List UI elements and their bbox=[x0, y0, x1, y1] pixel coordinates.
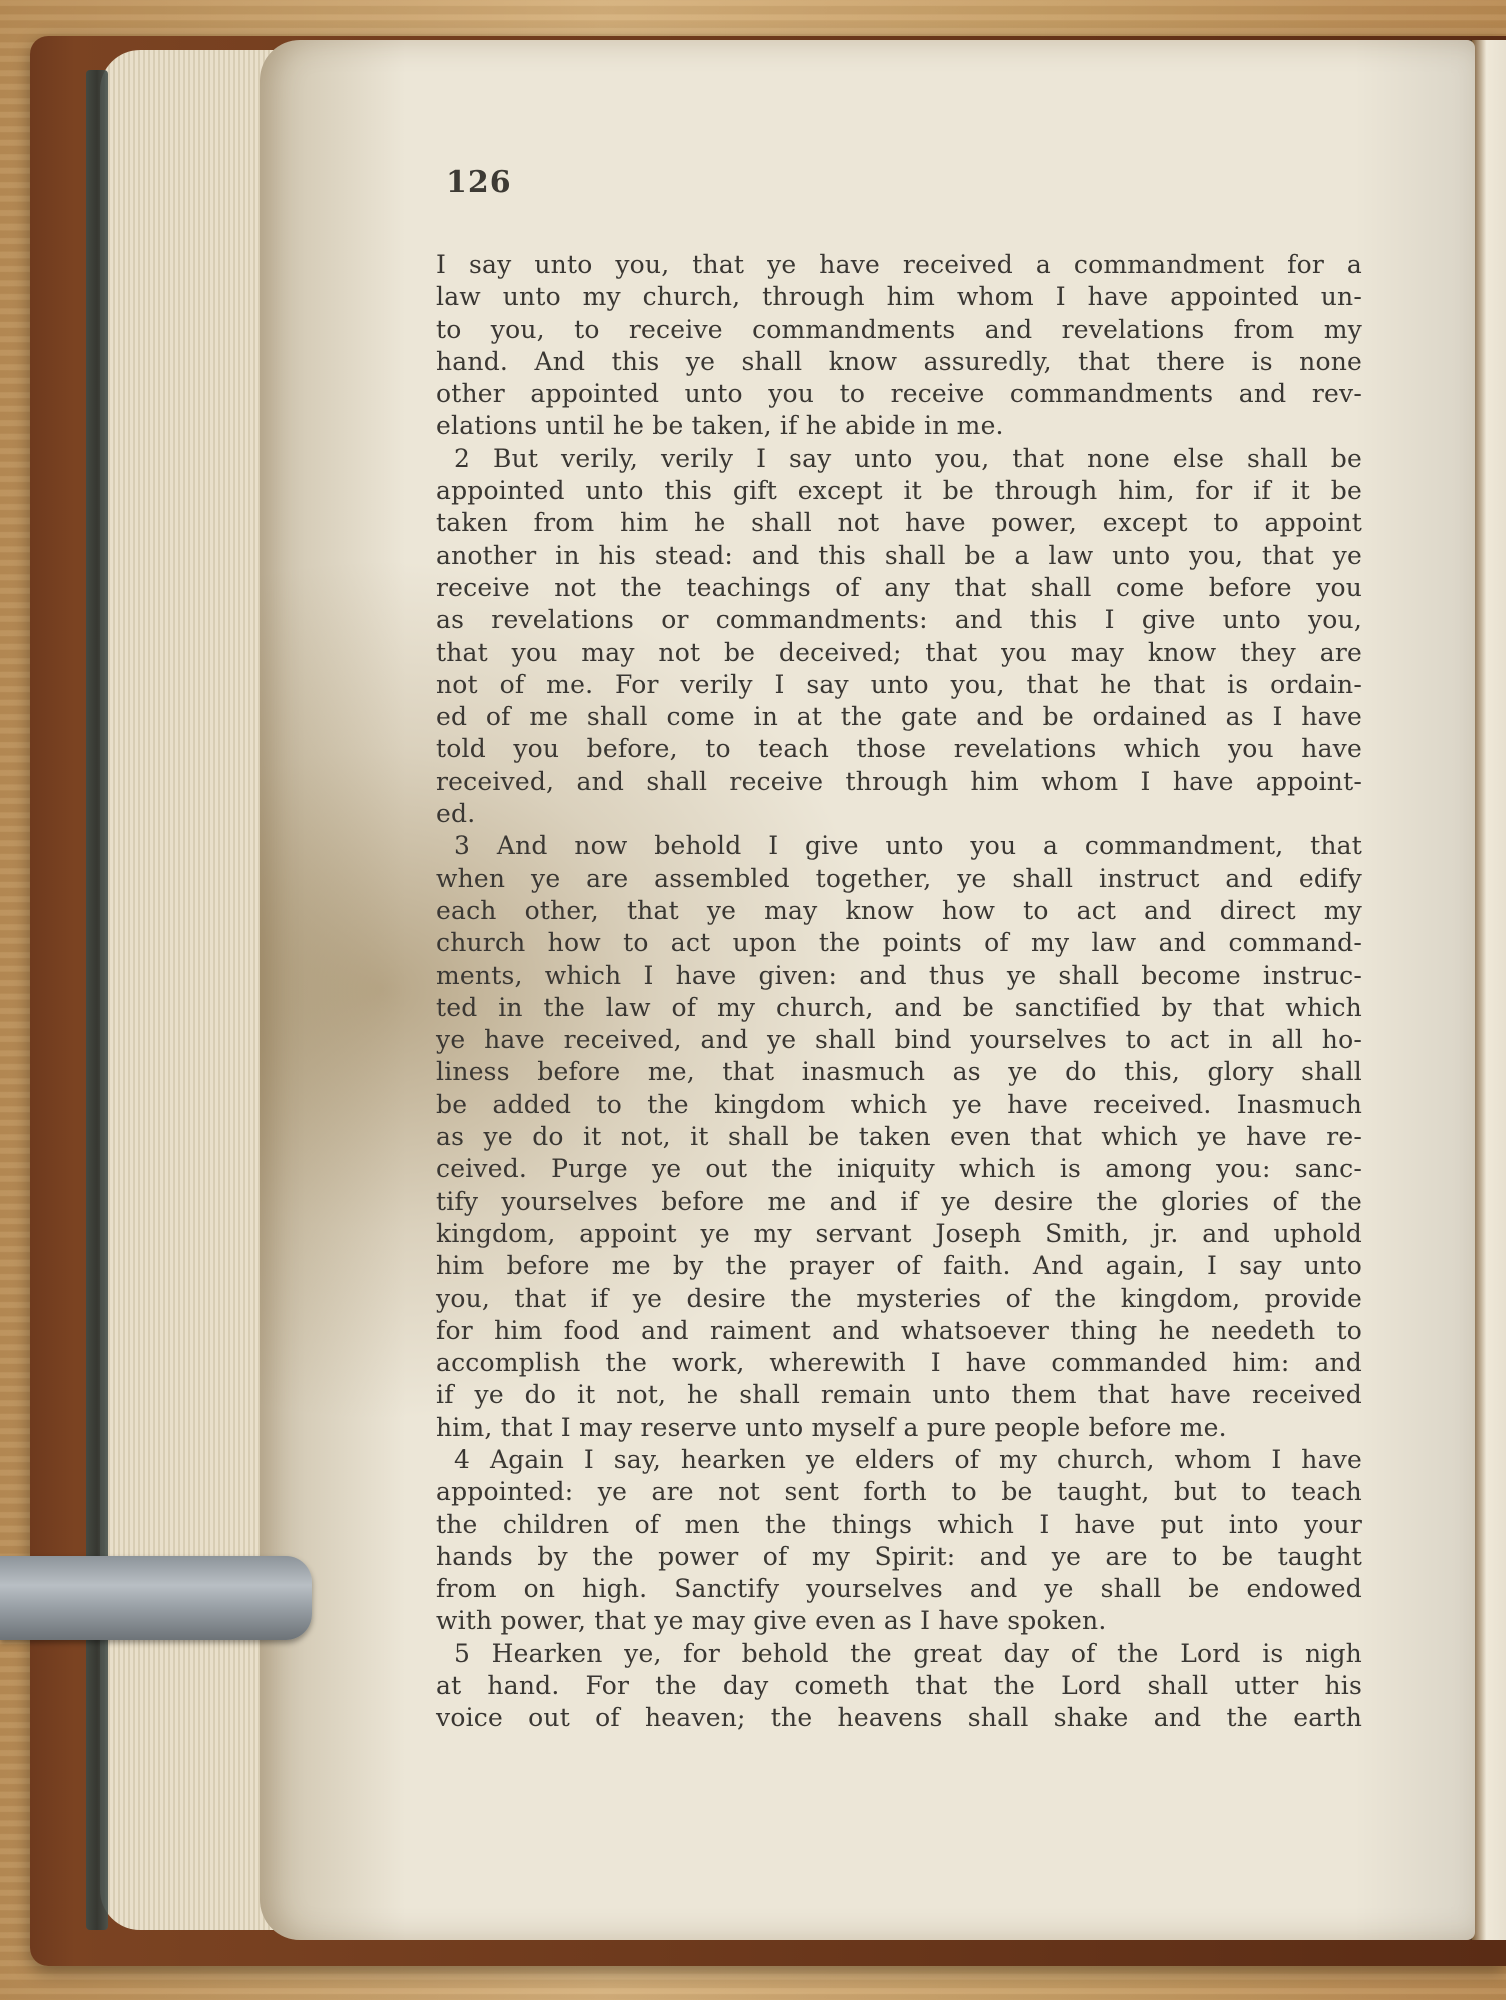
page-text bbox=[436, 249, 1362, 1809]
verse-start: 3 And now behold I give unto you a commandment, that bbox=[454, 831, 1362, 861]
text-line: each other, that ye may know how to act and direct my bbox=[436, 895, 1362, 925]
text-line: church how to act upon the points of my law and command- bbox=[436, 928, 1362, 958]
text-line: appointed: ye are not sent forth to be taught, but to teach bbox=[436, 1477, 1362, 1507]
text-line: as ye do it not, it shall be taken even that which ye have re- bbox=[436, 1122, 1362, 1152]
text-line: ceived. Purge ye out the iniquity which is among you: sanc- bbox=[436, 1154, 1362, 1184]
text-line: I say unto you, that ye have received a commandment for a bbox=[436, 250, 1362, 279]
text-line: for him food and raiment and whatsoever thing he needeth to bbox=[436, 1315, 1362, 1345]
text-line: taken from him he shall not have power, except to appoint bbox=[436, 508, 1362, 538]
text-line: not of me. For verily I say unto you, that he that is ordain- bbox=[436, 669, 1362, 699]
text-line: law unto my church, through him whom I have appointed un- bbox=[436, 282, 1362, 312]
text-line: told you before, to teach those revelations which you have bbox=[436, 734, 1362, 764]
text-line: receive not the teachings of any that shall come before you bbox=[436, 572, 1362, 602]
text-line: the children of men the things which I have put into your bbox=[436, 1509, 1362, 1539]
text-line: as revelations or commandments: and this I give unto you, bbox=[436, 605, 1362, 635]
verse-start: 5 Hearken ye, for behold the great day of the Lord is nigh bbox=[454, 1638, 1362, 1668]
text-line: voice out of heaven; the heavens shall shake and the earth bbox=[436, 1703, 1362, 1733]
text-line: ed of me shall come in at the gate and be ordained as I have bbox=[436, 702, 1362, 732]
text-line: another in his stead: and this shall be a law unto you, that ye bbox=[436, 540, 1362, 570]
text-line: you, that if ye desire the mysteries of the kingdom, provide bbox=[436, 1283, 1362, 1313]
text-line: be added to the kingdom which ye have received. Inasmuch bbox=[436, 1089, 1362, 1119]
text-line: that you may not be deceived; that you may know they are bbox=[436, 637, 1362, 667]
text-line: at hand. For the day cometh that the Lord shall utter his bbox=[436, 1671, 1362, 1701]
text-line: tify yourselves before me and if ye desire the glories of the bbox=[436, 1186, 1362, 1216]
text-line: accomplish the work, wherewith I have commanded him: and bbox=[436, 1348, 1362, 1378]
text-line: ted in the law of my church, and be sanctified by that which bbox=[436, 992, 1362, 1022]
verse-start: 2 But verily, verily I say unto you, that none else shall be bbox=[454, 443, 1362, 473]
text-line: other appointed unto you to receive commandments and rev- bbox=[436, 379, 1362, 409]
text-line: him, that I may reserve unto myself a pure people before me. bbox=[436, 1412, 1227, 1442]
text-line: if ye do it not, he shall remain unto them that have received bbox=[436, 1380, 1362, 1410]
text-line: kingdom, appoint ye my servant Joseph Smith, jr. and uphold bbox=[436, 1218, 1362, 1248]
text-line: ed. bbox=[436, 799, 476, 829]
text-line: elations until he be taken, if he abide in me. bbox=[436, 411, 1004, 441]
text-line: hands by the power of my Spirit: and ye are to be taught bbox=[436, 1541, 1362, 1571]
verse-start: 4 Again I say, hearken ye elders of my church, whom I have bbox=[454, 1444, 1362, 1474]
text-line: ments, which I have given: and thus ye shall become instruc- bbox=[436, 960, 1362, 990]
text-line: with power, that ye may give even as I have spoken. bbox=[436, 1606, 1107, 1636]
text-line: liness before me, that inasmuch as ye do this, glory shall bbox=[436, 1057, 1362, 1087]
text-line: hand. And this ye shall know assuredly, that there is none bbox=[436, 346, 1362, 376]
text-line: from on high. Sanctify yourselves and ye shall be endowed bbox=[436, 1574, 1362, 1604]
text-line: to you, to receive commandments and revelations from my bbox=[436, 314, 1362, 344]
binding-strip bbox=[86, 70, 108, 1930]
text-line: ye have received, and ye shall bind yourselves to act in all ho- bbox=[436, 1025, 1362, 1055]
text-line: appointed unto this gift except it be through him, for if it be bbox=[436, 476, 1362, 506]
next-page-edge bbox=[1470, 40, 1506, 1940]
page-clip bbox=[0, 1556, 312, 1640]
text-line: received, and shall receive through him whom I have appoint- bbox=[436, 766, 1362, 796]
text-line: him before me by the prayer of faith. And again, I say unto bbox=[436, 1251, 1362, 1281]
text-line: when ye are assembled together, ye shall instruct and edify bbox=[436, 863, 1362, 893]
page-number: 126 bbox=[446, 165, 512, 200]
